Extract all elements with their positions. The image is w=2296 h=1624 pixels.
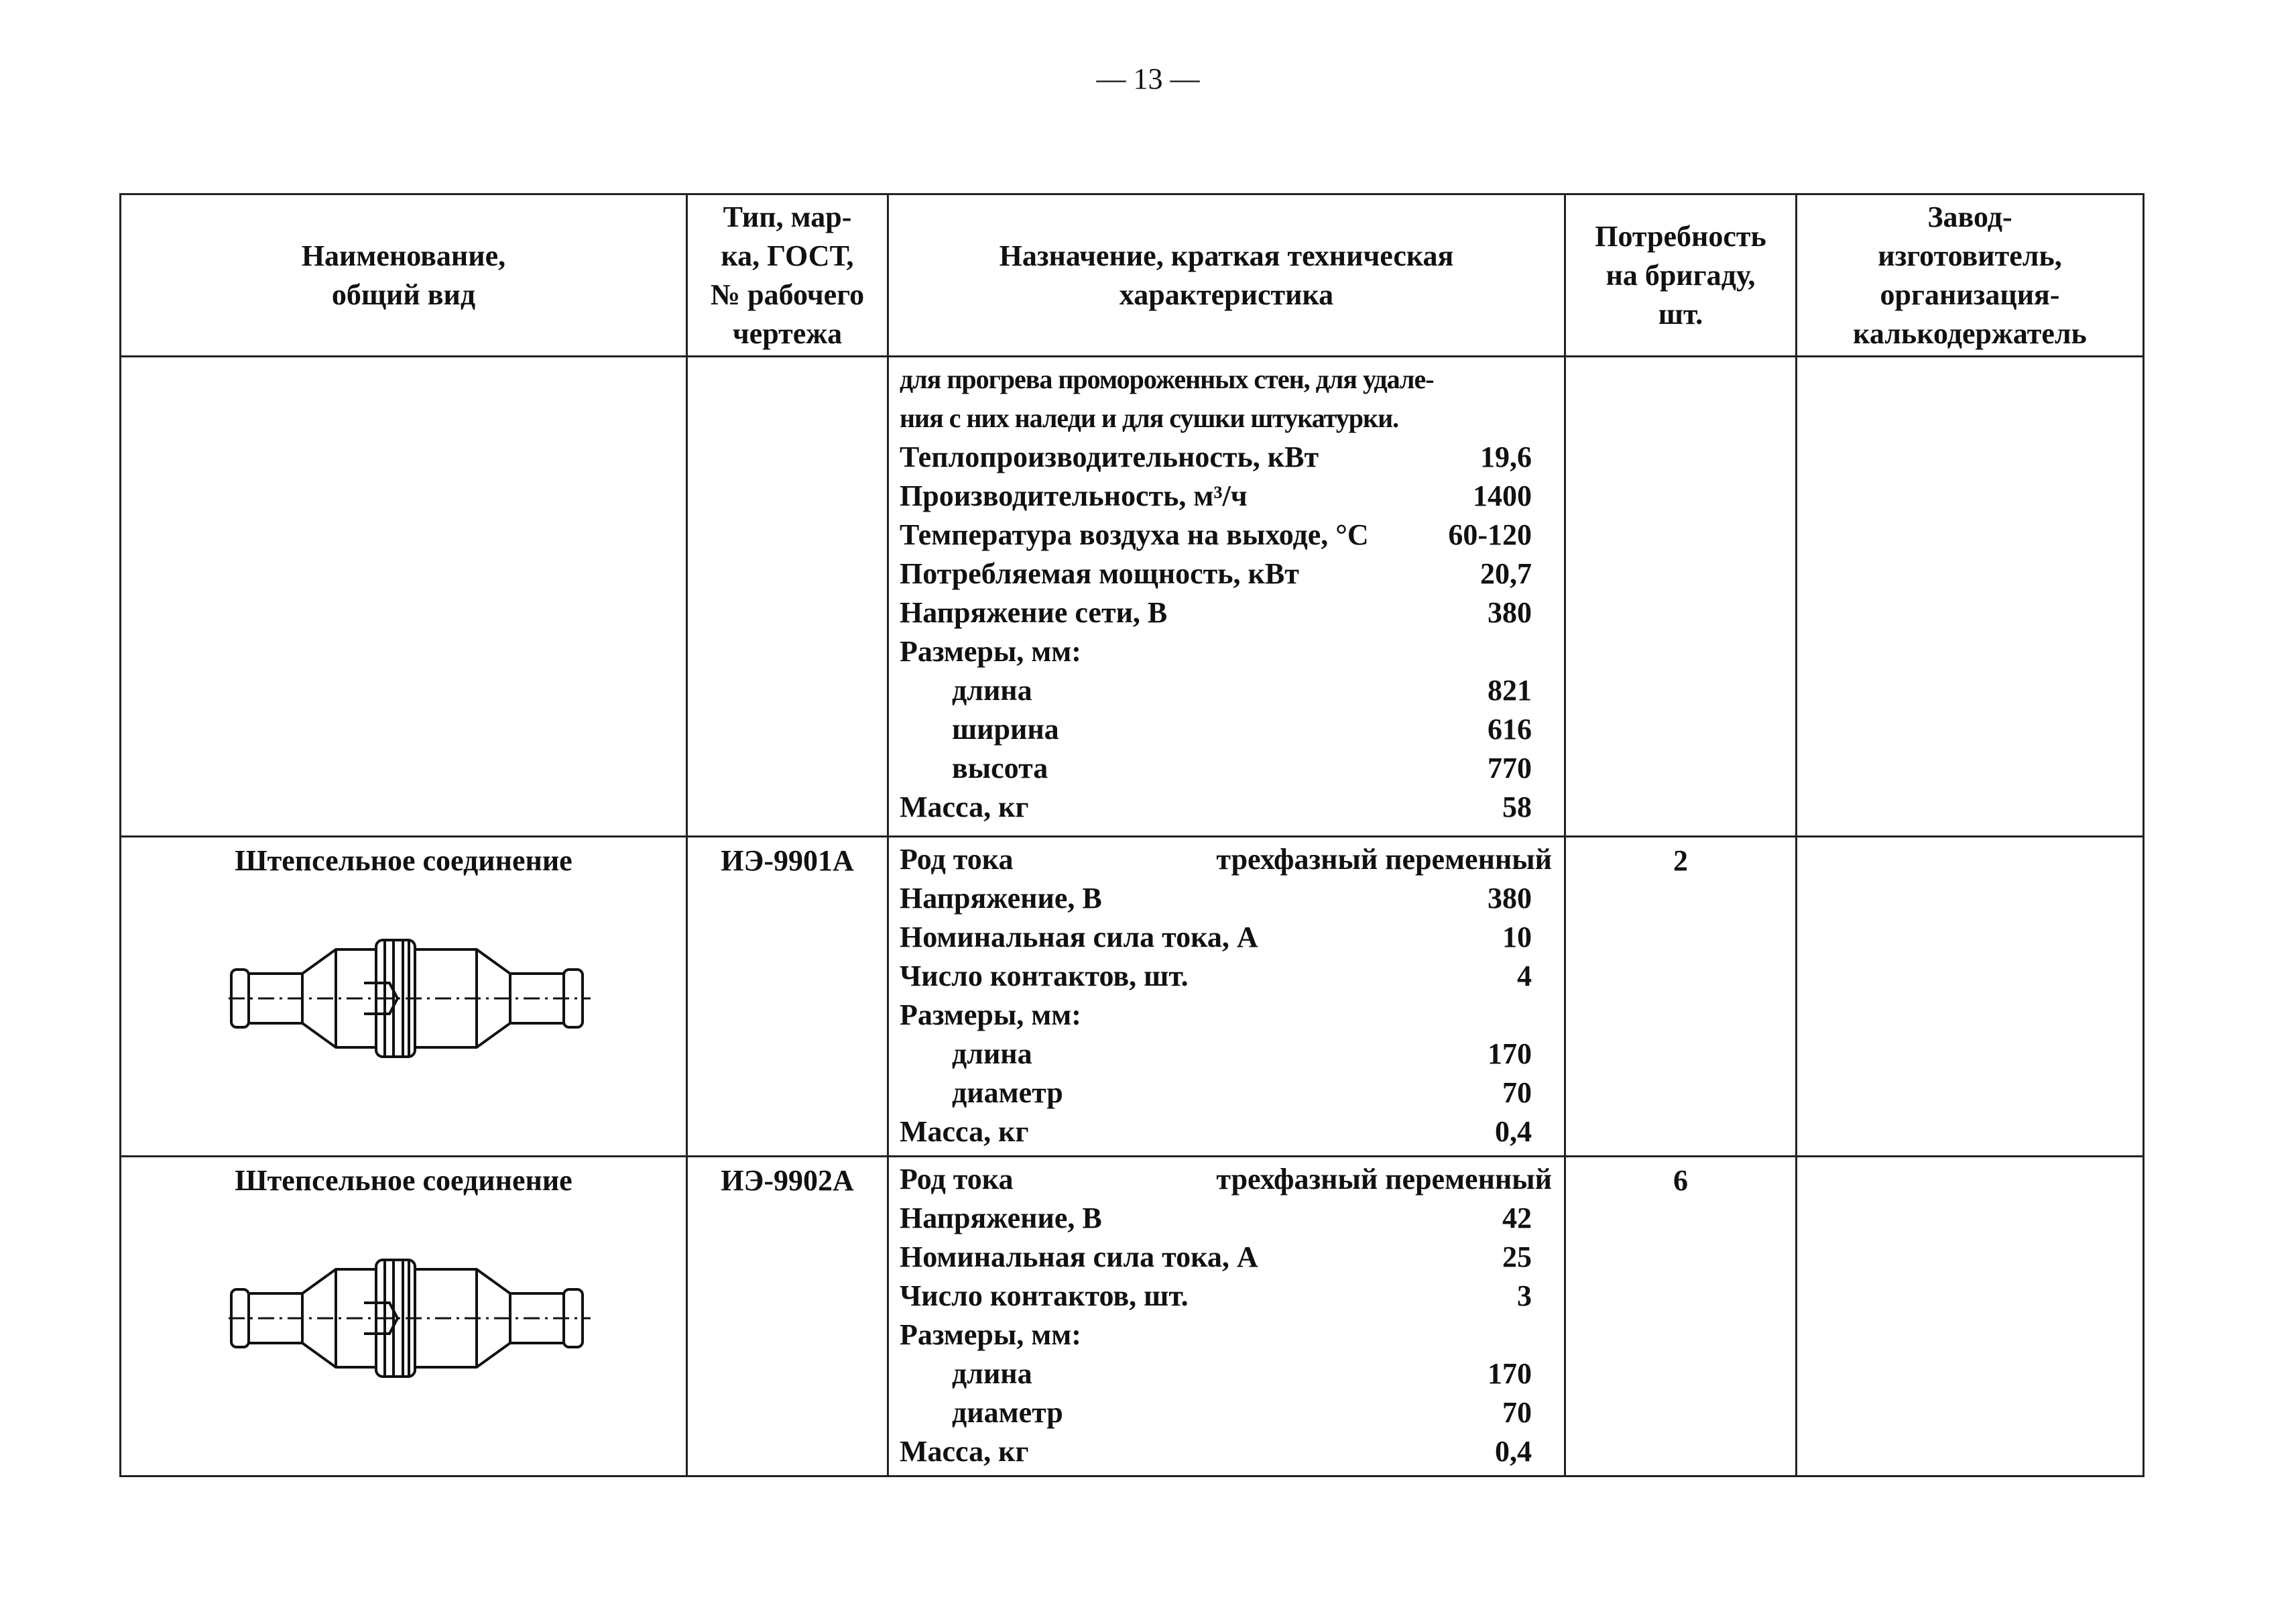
row2-name-cell	[121, 837, 687, 1157]
equipment-table	[119, 193, 2144, 1477]
table-row	[121, 357, 2144, 837]
row3-type: ИЭ-9902А	[721, 1164, 854, 1197]
row2-qty-cell	[1565, 837, 1797, 1157]
spec-line	[900, 593, 1552, 632]
spec-value: 616	[1488, 713, 1532, 746]
spec-value: 3	[1517, 1279, 1532, 1312]
spec-label: Род тока	[900, 843, 1014, 876]
row2-manufacturer-cell	[1797, 837, 2144, 1157]
row3-desc	[889, 1157, 1564, 1471]
spec-line	[900, 477, 1552, 516]
row3-type-cell	[687, 1157, 888, 1476]
row2-desc-cell	[888, 837, 1565, 1157]
header-quantity-text: Потребность на бригаду, шт.	[1595, 219, 1766, 331]
spec-line	[900, 710, 1552, 749]
spec-value: 170	[1488, 1357, 1532, 1390]
row1-text-line: для прогрева промороженных стен, для удале-	[900, 364, 1434, 394]
row1-qty-cell	[1565, 357, 1797, 837]
spec-line	[900, 749, 1552, 788]
plug-connector-icon	[222, 935, 597, 1062]
header-type	[687, 194, 888, 357]
spec-value: 0,4	[1495, 1435, 1532, 1468]
spec-value: 380	[1488, 882, 1532, 915]
spec-label: Масса, кг	[900, 1115, 1029, 1148]
spec-value: 20,7	[1480, 557, 1532, 590]
spec-line	[900, 918, 1552, 957]
spec-line	[900, 1432, 1552, 1471]
spec-value: 70	[1502, 1076, 1532, 1109]
spec-value: 19,6	[1480, 441, 1532, 473]
spec-label: Потребляемая мощность, кВт	[900, 557, 1299, 590]
spec-label: высота	[952, 752, 1048, 785]
spec-label: ширина	[952, 713, 1059, 746]
plug-connector-drawing	[222, 935, 597, 1062]
spec-label: Число контактов, шт.	[900, 1279, 1189, 1312]
row3-name: Штепсельное соединение	[235, 1164, 572, 1197]
spec-label: Теплопроизводительность, кВт	[900, 441, 1319, 473]
spec-line	[900, 996, 1552, 1035]
spec-label: Размеры, мм:	[900, 998, 1081, 1031]
plug-connector-icon	[222, 1255, 597, 1382]
row1-text-line: ния с них наледи и для сушки штукатурки.	[900, 403, 1399, 433]
header-name	[121, 194, 687, 357]
row1-type-cell	[687, 357, 888, 837]
row3-desc-cell	[888, 1157, 1565, 1476]
spec-line	[900, 1277, 1552, 1316]
header-name-text: Наименование, общий вид	[301, 239, 506, 311]
spec-value: трехфазный переменный	[1216, 1163, 1552, 1196]
row2-type-cell	[687, 837, 888, 1157]
spec-label: Температура воздуха на выходе, °С	[900, 518, 1369, 551]
spec-value: 42	[1502, 1202, 1532, 1234]
header-manufacturer-text: Завод- изготовитель, организация- калькодержатель	[1853, 200, 2087, 350]
spec-label: Напряжение, В	[900, 882, 1102, 915]
spec-label: Размеры, мм:	[900, 635, 1081, 668]
spec-line	[900, 1035, 1552, 1074]
spec-value: 25	[1502, 1240, 1532, 1273]
header-type-text: Тип, мар- ка, ГОСТ, № рабочего чертежа	[710, 200, 865, 350]
spec-label: Номинальная сила тока, А	[900, 1240, 1258, 1273]
header-manufacturer	[1797, 194, 2144, 357]
row1-desc-cell	[888, 357, 1565, 837]
plug-connector-drawing	[222, 1255, 597, 1382]
spec-line	[900, 555, 1552, 593]
row1-desc	[889, 357, 1564, 827]
spec-label: Напряжение сети, В	[900, 596, 1168, 629]
spec-value: 10	[1502, 921, 1532, 953]
spec-value: трехфазный переменный	[1216, 843, 1552, 876]
row3-qty: 6	[1673, 1164, 1688, 1197]
spec-label: Производительность, м³/ч	[900, 479, 1248, 512]
spec-line	[900, 879, 1552, 918]
spec-value: 1400	[1473, 479, 1532, 512]
row2-name: Штепсельное соединение	[235, 844, 572, 877]
row2-type: ИЭ-9901А	[721, 844, 854, 877]
spec-label: Род тока	[900, 1163, 1014, 1196]
spec-value: 70	[1502, 1396, 1532, 1429]
header-purpose	[888, 194, 1565, 357]
spec-line	[900, 1074, 1552, 1112]
spec-value: 60-120	[1448, 518, 1532, 551]
row3-name-cell	[121, 1157, 687, 1476]
row2-desc	[889, 837, 1564, 1151]
page-number: — 13 —	[1096, 62, 1200, 95]
spec-line	[900, 516, 1552, 555]
spec-value: 380	[1488, 596, 1532, 629]
spec-line	[900, 1354, 1552, 1393]
row1-manufacturer-cell	[1797, 357, 2144, 837]
spec-line	[900, 840, 1552, 879]
spec-line	[900, 788, 1552, 827]
spec-label: Число контактов, шт.	[900, 960, 1189, 992]
spec-value: 58	[1502, 791, 1532, 823]
spec-label: длина	[952, 674, 1032, 707]
header-purpose-text: Назначение, краткая техническая характеристика	[999, 239, 1454, 311]
row3-manufacturer-cell	[1797, 1157, 2144, 1476]
spec-line	[900, 632, 1552, 671]
spec-label: Напряжение, В	[900, 1202, 1102, 1234]
spec-line	[900, 671, 1552, 710]
spec-value: 0,4	[1495, 1115, 1532, 1148]
table-row	[121, 1157, 2144, 1476]
header-quantity	[1565, 194, 1797, 357]
row2-qty: 2	[1673, 844, 1688, 877]
spec-value: 770	[1488, 752, 1532, 785]
spec-label: диаметр	[952, 1396, 1063, 1429]
spec-line	[900, 1238, 1552, 1277]
spec-label: диаметр	[952, 1076, 1063, 1109]
spec-label: Размеры, мм:	[900, 1318, 1081, 1351]
spec-value: 4	[1517, 960, 1532, 992]
spec-label: Номинальная сила тока, А	[900, 921, 1258, 953]
table-row	[121, 837, 2144, 1157]
spec-label: Масса, кг	[900, 791, 1029, 823]
spec-line	[900, 957, 1552, 996]
row1-name-cell	[121, 357, 687, 837]
spec-line	[900, 1160, 1552, 1199]
spec-label: длина	[952, 1357, 1032, 1390]
spec-line	[900, 1112, 1552, 1151]
spec-line	[900, 1316, 1552, 1354]
spec-value: 821	[1488, 674, 1532, 707]
spec-label: длина	[952, 1037, 1032, 1070]
spec-label: Масса, кг	[900, 1435, 1029, 1468]
spec-line	[900, 1393, 1552, 1432]
spec-value: 170	[1488, 1037, 1532, 1070]
spec-line	[900, 438, 1552, 477]
row3-qty-cell	[1565, 1157, 1797, 1476]
spec-line	[900, 1199, 1552, 1238]
